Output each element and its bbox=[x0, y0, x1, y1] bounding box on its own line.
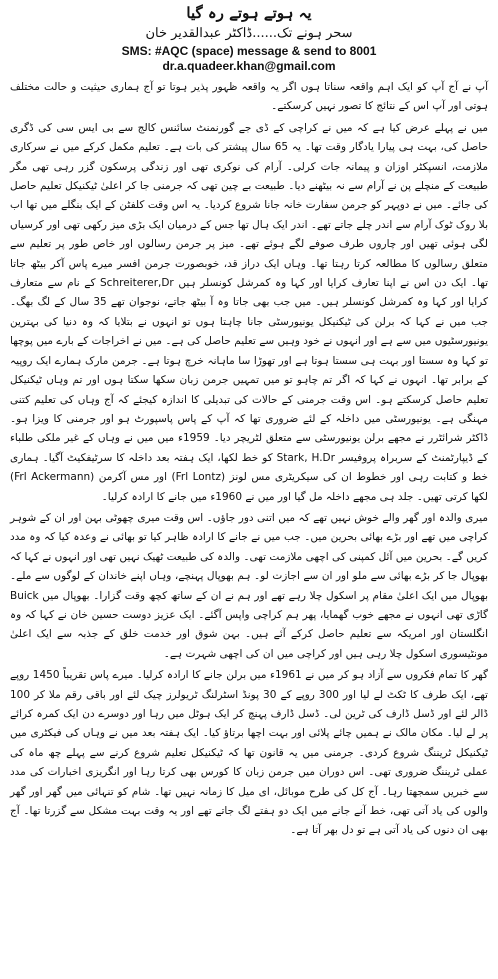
article-paragraph: میری والدہ اور گھر والے خوش نہیں تھے کہ میں اتنی دور جاؤں۔ اس وقت میری چھوٹی بہن اور ان کے شوہر کراچی میں تھے اور بڑے بھائی بحرین میں۔ جب میں نے جانے کا ارادہ ظاہر کیا تو بھائی نے وعدہ کیا کہ وہ مدد کریں گے۔ بحرین میں آئل کمپنی کی اچھی ملازمت تھی۔ والدہ کی طبیعت ٹھیک نہیں تھی اور انہوں نے کہا کہ بھوپال جا کر بڑے بھائی سے ملو اور ان سے اجازت لو۔ ہم بھوپال پہنچے، وہاں اپنے خاندان کے لوگوں سے ملے۔ بھوپال میں ایک اعلیٰ مقام پر اسکول چلا رہے تھے اور ہم نے ان کے ساتھ کچھ وقت گزارا۔ بھوپال میں Buick گاڑی تھی انہوں نے مجھے خوب گھمایا، پھر ہم کراچی واپس آگئے۔ ایک عزیز دوست حسین خان نے کہا کہ وہ انگلستان اور امریکہ سے تعلیم حاصل کرکے آئے ہیں۔ بہن شوق اور خدمت خلق کے جذبہ سے ایک اعلیٰ مونٹیسوری اسکول چلا رہی ہیں اور کراچی میں ان کی اچھی شہرت ہے۔ bbox=[10, 511, 489, 660]
column-byline: سحر ہونے تک......ڈاکٹر عبدالقدیر خان bbox=[145, 26, 353, 41]
article-title: یہ ہوتے ہوتے رہ گیا bbox=[186, 4, 312, 22]
sms-instruction: SMS: #AQC (space) message & send to 8001 bbox=[121, 44, 377, 58]
article-paragraph-intro: آپ نے آج آپ کو ایک اہم واقعہ سناتا ہوں اگر یہ واقعہ ظہور پذیر ہوتا تو آج ہماری حیثیت و حالت مختلف ہوتی اور آپ اس کے نتائج کا تصور نہیں کرسکتے۔ bbox=[10, 81, 488, 113]
article-body bbox=[10, 78, 488, 841]
author-email[interactable]: dr.a.quadeer.khan@gmail.com bbox=[162, 59, 336, 73]
article-paragraph: گھر کا تمام فکروں سے آزاد ہو کر میں نے 1961ء میں برلن جانے کا ارادہ کرلیا۔ میرے پاس تقریباً 1450 روپے تھے، ایک طرف کا ٹکٹ لے لیا اور 300 روپے کے 30 پونڈ اسٹرلنگ ٹریولرز چیک لئے اور باقی رقم ملا کر 100 ڈالر لئے اور ڈسل ڈارف کی ٹرین لی۔ ڈسل ڈارف پہنچ کر ایک ہوٹل میں رہا اور دوسرے دن ایک کمرہ کرائے پر لے لیا۔ مکان مالک نے ہمیں چائے پلائی اور بہت اچھا برتاؤ کیا۔ ایک ہفتہ بعد میں نے وہاں کی فیکٹری میں ٹیکنیکل ٹریننگ شروع کردی۔ جرمنی میں یہ قانون تھا کہ ٹیکنیکل تعلیم شروع کرنے سے پہلے چھ ماہ کی عملی ٹریننگ ضروری تھی۔ اس دوران میں جرمن زبان کا کورس بھی کرتا رہا اور انگریزی اخبارات کی مدد سے خبریں سمجھتا رہا۔ آج کل کی طرح موبائل، ای میل کا زمانہ نہیں تھا۔ شام کو تنہائی میں گھر اور گھر والوں کی یاد آتی تھی، خط آنے جانے میں ایک دو ہفتے لگ جاتے تھے اور یہ وقت بہت مشکل سے گزرتا تھا۔ آج بھی ان دنوں کی یاد آتی ہے تو دل بھر آتا ہے۔ bbox=[10, 669, 488, 837]
article-paragraph: میں نے پہلے عرض کیا ہے کہ میں نے کراچی کے ڈی جے گورنمنٹ سائنس کالج سے بی ایس سی کی ڈگری حاصل کی، بہت ہی پیارا یادگار وقت تھا۔ یہ 65 سال پیشتر کی بات ہے۔ تعلیم مکمل کرکے میں نے سرکاری ملازمت، انسپکٹر اوزان و پیمانہ جات کرلی۔ آرام کی نوکری تھی اور زندگی پرسکون گزر رہی تھی مگر طبیعت کے منچلے پن نے آرام سے نہ بیٹھنے دیا۔ طبیعت بے چین تھی کہ جرمنی جا کر اعلیٰ ٹیکنیکل تعلیم حاصل کی جائے۔ میں نے دوپہر کو جرمن سفارت خانہ جانا شروع کردیا۔ یہ اس وقت کلفٹن کے ایک بنگلے میں تھا اب بلا روک ٹوک آرام سے اندر چلے جاتے تھے۔ اندر ایک ہال تھا جس کے درمیان ایک بڑی میز رکھی تھی اور کرسیاں لگی ہوئی تھیں اور چاروں طرف صوفے لگے ہوئے تھے۔ میز پر جرمن رسالوں اور خاص طور پر تعلیم سے متعلق رسالوں کا مطالعہ کرتا رہتا تھا۔ وہاں ایک دراز قد، خوبصورت جرمن افسر میرے پاس آکر بیٹھ جاتا تھا۔ ایک دن اس نے اپنا تعارف کرایا اور کہا وہ کمرشل کونسلر ہیں Schreiterer,Dr کے نام سے متعارف کرایا اور کہا وہ کمرشل کونسلر ہیں۔ میں جب بھی جاتا وہ آ بیٹھ جاتے، نوجوان تھے 35 سال کے لگ بھگ۔ جب میں نے کہا کہ برلن کی ٹیکنیکل یونیورسٹی جانا چاہتا ہوں تو انہوں نے بتلایا کہ وہ دنیا کی بہترین یونیورسٹیوں میں سے ہے اور انہوں نے خود وہیں سے تعلیم حاصل کی ہے۔ میں نے اخراجات کے بارے میں پوچھا تو کہا وہ سستا اور بہت ہی سستا ہوتا ہے اور تھوڑا سا ماہانہ خرچ ہوتا ہے۔ جرمن مارک ہمارے ایک روپیہ کے برابر تھا۔ انہوں نے کہا کہ اگر تم چاہو تو میں تمہیں جرمن زبان سکھا سکتا ہوں اور تم وہاں ٹیکنیکل تعلیم حاصل کرسکتے ہو۔ اس وقت جرمنی کے حالات کی تبدیلی کا اندازہ کیجئے کہ آج وہاں کی تعلیم کتنی مہنگی ہے۔ یونیورسٹی میں داخلہ کے لئے ضروری تھا کہ آپ کے پاس پاسپورٹ ہو اور جرمنی کا ویزا ہو۔ ڈاکٹر شرائٹرر نے مجھے برلن یونیورسٹی سے متعلق لٹریچر دیا۔ 1959ء میں میں نے وہاں کے غیر ملکی طلباء کے ڈیپارٹمنٹ کے سربراہ پروفیسر Stark, H.Dr کو خط لکھا، ایک ہفتہ بعد داخلہ کا سرٹیفکیٹ آگیا۔ ہماری خط و کتابت رہی اور خطوط ان کی سیکریٹری مس لونز (Frl Lontz) اور مس آکرمن (Frl Ackermann) لکھا کرتی تھیں۔ جلد ہی مجھے داخلہ مل گیا اور میں نے 1960ء میں جانے کا ارادہ کرلیا۔ bbox=[10, 121, 488, 503]
